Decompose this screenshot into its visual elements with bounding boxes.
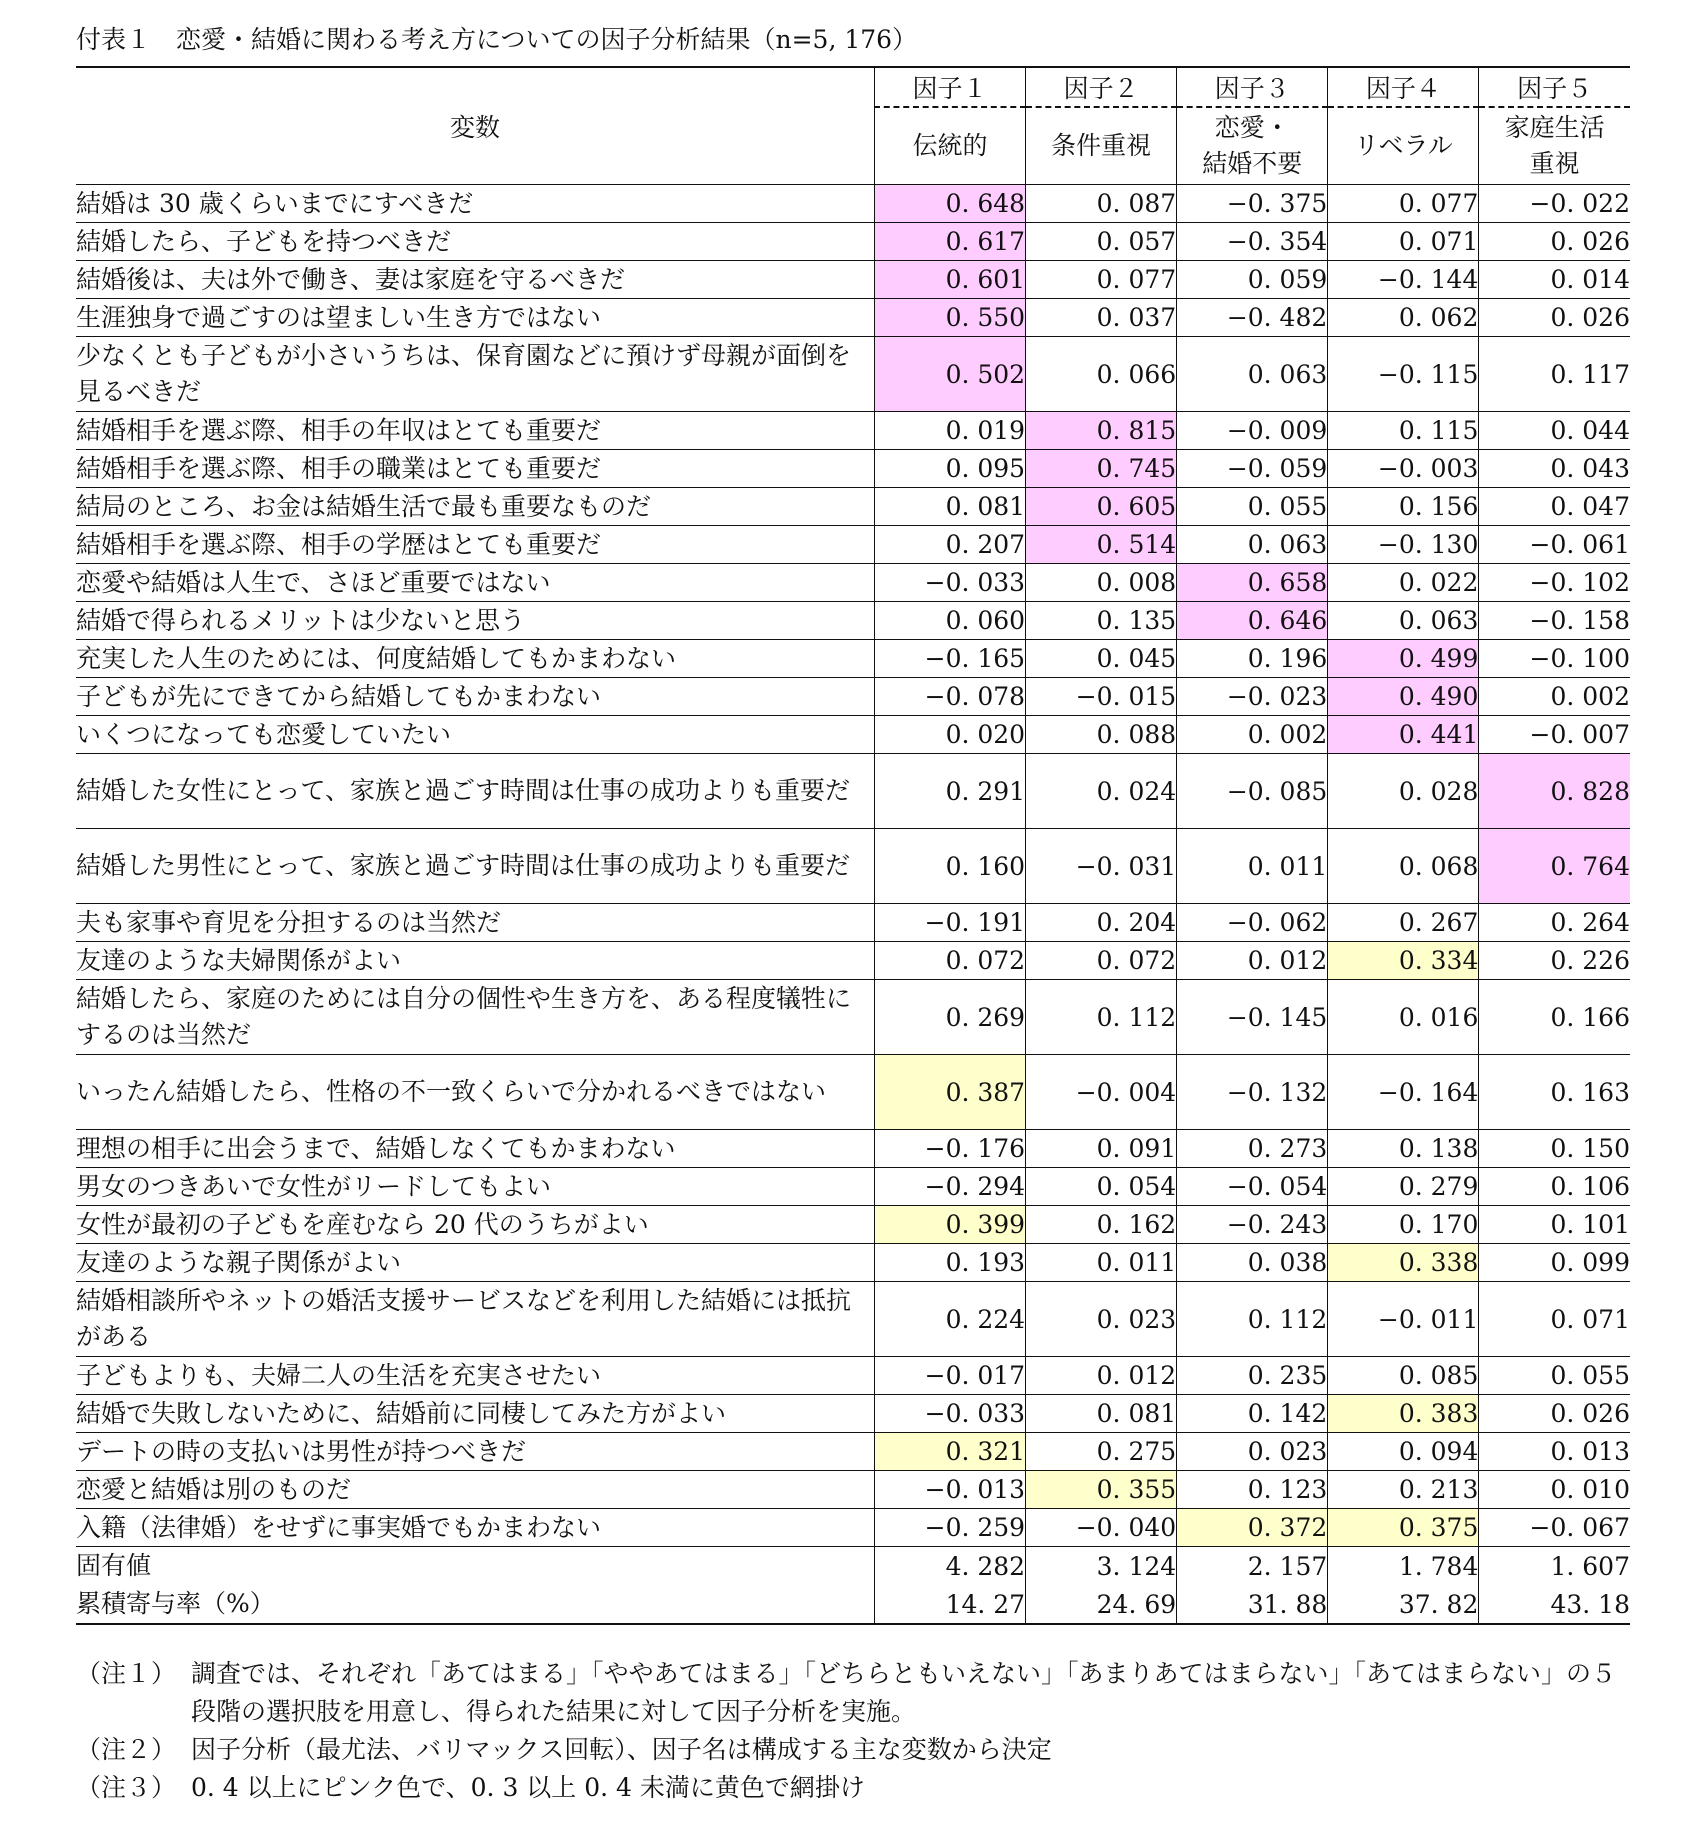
loading-cell-factor-1: 0. 269 [875, 980, 1026, 1055]
variable-label: 子どもが先にできてから結婚してもかまわない [76, 678, 875, 716]
loading-cell-factor-3: −0. 009 [1177, 412, 1328, 450]
loading-cell-factor-5: 0. 026 [1479, 1395, 1630, 1433]
loading-cell-factor-4: 0. 213 [1328, 1471, 1479, 1509]
variable-label: 結婚相談所やネットの婚活支援サービスなどを利用した結婚には抵抗がある [76, 1282, 875, 1357]
loading-cell-factor-5: 0. 163 [1479, 1055, 1630, 1130]
loading-cell-factor-5: 0. 010 [1479, 1471, 1630, 1509]
table-title: 付表１ 恋愛・結婚に関わる考え方についての因子分析結果（n=5, 176） [76, 25, 918, 54]
loading-cell-factor-2: 0. 054 [1026, 1168, 1177, 1206]
loading-cell-factor-3: −0. 132 [1177, 1055, 1328, 1130]
table-row [76, 526, 1630, 564]
loading-cell-factor-4: 0. 267 [1328, 904, 1479, 942]
variable-label: 結婚で失敗しないために、結婚前に同棲してみた方がよい [76, 1395, 875, 1433]
loading-cell-factor-2: 0. 077 [1026, 261, 1177, 299]
factor-5-name: 家庭生活 重視 [1479, 107, 1630, 185]
loading-cell-factor-4: 0. 375 [1328, 1509, 1479, 1547]
loading-cell-factor-2: 0. 162 [1026, 1206, 1177, 1244]
loading-cell-factor-5: 0. 117 [1479, 337, 1630, 412]
loading-cell-factor-3: 0. 011 [1177, 829, 1328, 904]
loading-cell-factor-3: 0. 063 [1177, 526, 1328, 564]
loading-cell-factor-2: 0. 024 [1026, 754, 1177, 829]
loading-cell-factor-3: −0. 145 [1177, 980, 1328, 1055]
loading-cell-factor-3: 0. 012 [1177, 942, 1328, 980]
table-row [76, 754, 1630, 829]
loading-cell-factor-3: −0. 243 [1177, 1206, 1328, 1244]
loading-cell-factor-5: 0. 101 [1479, 1206, 1630, 1244]
loading-cell-factor-4: 0. 441 [1328, 716, 1479, 754]
loading-cell-factor-3: −0. 023 [1177, 678, 1328, 716]
variable-label: 結婚した女性にとって、家族と過ごす時間は仕事の成功よりも重要だ [76, 754, 875, 829]
table-row [76, 450, 1630, 488]
note-text: 因子分析（最尤法、バリマックス回転）、因子名は構成する主な変数から決定 [191, 1735, 1052, 1764]
loading-cell-factor-3: 0. 112 [1177, 1282, 1328, 1357]
loading-cell-factor-5: 0. 043 [1479, 450, 1630, 488]
cumulative-contribution-row [76, 1585, 1630, 1624]
loading-cell-factor-2: −0. 031 [1026, 829, 1177, 904]
variable-label: 結婚相手を選ぶ際、相手の学歴はとても重要だ [76, 526, 875, 564]
loading-cell-factor-3: 0. 658 [1177, 564, 1328, 602]
loading-cell-factor-2: 0. 081 [1026, 1395, 1177, 1433]
table-row [76, 1282, 1630, 1357]
variable-label: 結婚したら、家庭のためには自分の個性や生き方を、ある程度犠牲にするのは当然だ [76, 980, 875, 1055]
loading-cell-factor-4: 0. 115 [1328, 412, 1479, 450]
loading-cell-factor-5: 0. 055 [1479, 1357, 1630, 1395]
loading-cell-factor-5: 0. 002 [1479, 678, 1630, 716]
variable-label: 恋愛や結婚は人生で、さほど重要ではない [76, 564, 875, 602]
loading-cell-factor-3: 0. 372 [1177, 1509, 1328, 1547]
loading-cell-factor-5: 0. 226 [1479, 942, 1630, 980]
variable-label: 結婚相手を選ぶ際、相手の年収はとても重要だ [76, 412, 875, 450]
table-row [76, 1055, 1630, 1130]
loading-cell-factor-1: 0. 081 [875, 488, 1026, 526]
loading-cell-factor-5: 0. 026 [1479, 223, 1630, 261]
loading-cell-factor-2: 0. 605 [1026, 488, 1177, 526]
table-row [76, 488, 1630, 526]
loading-cell-factor-1: −0. 033 [875, 1395, 1026, 1433]
loading-cell-factor-1: 0. 291 [875, 754, 1026, 829]
loading-cell-factor-5: 0. 106 [1479, 1168, 1630, 1206]
variable-column-header: 変数 [76, 67, 875, 185]
loading-cell-factor-2: 0. 072 [1026, 942, 1177, 980]
summary-label: 固有値 [76, 1551, 152, 1580]
loading-cell-factor-3: −0. 375 [1177, 185, 1328, 223]
table-row [76, 185, 1630, 223]
variable-label: デートの時の支払いは男性が持つべきだ [76, 1433, 875, 1471]
loading-cell-factor-1: 0. 019 [875, 412, 1026, 450]
loading-cell-factor-1: 0. 160 [875, 829, 1026, 904]
loading-cell-factor-1: −0. 165 [875, 640, 1026, 678]
note-label: （注３） [76, 1773, 177, 1802]
loading-cell-factor-4: −0. 115 [1328, 337, 1479, 412]
factor-2-header: 因子２ [1026, 67, 1177, 107]
note-2 [76, 1731, 1636, 1769]
loading-cell-factor-1: 0. 502 [875, 337, 1026, 412]
loading-cell-factor-5: −0. 100 [1479, 640, 1630, 678]
loading-cell-factor-1: −0. 259 [875, 1509, 1026, 1547]
loading-cell-factor-3: −0. 054 [1177, 1168, 1328, 1206]
factor-1-header: 因子１ [875, 67, 1026, 107]
loading-cell-factor-2: 0. 012 [1026, 1357, 1177, 1395]
summary-label: 累積寄与率（%） [76, 1585, 875, 1624]
table-row [76, 1168, 1630, 1206]
loading-cell-factor-2: 0. 112 [1026, 980, 1177, 1055]
table-row [76, 904, 1630, 942]
table-row [76, 980, 1630, 1055]
factor-1-name: 伝統的 [875, 107, 1026, 185]
note-text: 0. 4 以上にピンク色で、0. 3 以上 0. 4 未満に黄色で網掛け [191, 1773, 865, 1802]
loading-cell-factor-1: −0. 017 [875, 1357, 1026, 1395]
loading-cell-factor-1: 0. 095 [875, 450, 1026, 488]
table-row [76, 299, 1630, 337]
loading-cell-factor-3: 0. 059 [1177, 261, 1328, 299]
loading-cell-factor-4: 0. 094 [1328, 1433, 1479, 1471]
loading-cell-factor-1: 0. 072 [875, 942, 1026, 980]
loading-cell-factor-1: 0. 207 [875, 526, 1026, 564]
variable-label: 理想の相手に出会うまで、結婚しなくてもかまわない [76, 1130, 875, 1168]
summary-cell-factor-3: 2. 157 [1177, 1547, 1328, 1586]
loading-cell-factor-4: −0. 003 [1328, 450, 1479, 488]
table-row [76, 564, 1630, 602]
loading-cell-factor-2: 0. 135 [1026, 602, 1177, 640]
loading-cell-factor-4: 0. 383 [1328, 1395, 1479, 1433]
loading-cell-factor-5: 0. 047 [1479, 488, 1630, 526]
loading-cell-factor-5: 0. 026 [1479, 299, 1630, 337]
table-row [76, 1357, 1630, 1395]
summary-cell-factor-2: 3. 124 [1026, 1547, 1177, 1586]
loading-cell-factor-3: −0. 059 [1177, 450, 1328, 488]
summary-cell-factor-2: 24. 69 [1026, 1585, 1177, 1624]
loading-cell-factor-3: 0. 038 [1177, 1244, 1328, 1282]
table-row [76, 223, 1630, 261]
loading-cell-factor-2: 0. 011 [1026, 1244, 1177, 1282]
loading-cell-factor-1: −0. 013 [875, 1471, 1026, 1509]
variable-label: 生涯独身で過ごすのは望ましい生き方ではない [76, 299, 875, 337]
loading-cell-factor-4: 0. 016 [1328, 980, 1479, 1055]
loading-cell-factor-5: 0. 150 [1479, 1130, 1630, 1168]
loading-cell-factor-1: 0. 020 [875, 716, 1026, 754]
loading-cell-factor-4: 0. 077 [1328, 185, 1479, 223]
loading-cell-factor-2: −0. 015 [1026, 678, 1177, 716]
loading-cell-factor-2: 0. 091 [1026, 1130, 1177, 1168]
loading-cell-factor-4: 0. 062 [1328, 299, 1479, 337]
loading-cell-factor-1: 0. 193 [875, 1244, 1026, 1282]
summary-cell-factor-5: 1. 607 [1479, 1547, 1630, 1586]
loading-cell-factor-1: −0. 191 [875, 904, 1026, 942]
loading-cell-factor-2: −0. 040 [1026, 1509, 1177, 1547]
loading-cell-factor-2: 0. 275 [1026, 1433, 1177, 1471]
table-row [76, 1130, 1630, 1168]
loading-cell-factor-2: 0. 355 [1026, 1471, 1177, 1509]
variable-label: 夫も家事や育児を分担するのは当然だ [76, 904, 875, 942]
loading-cell-factor-4: 0. 063 [1328, 602, 1479, 640]
factor-3-name: 恋愛・ 結婚不要 [1177, 107, 1328, 185]
summary-body [76, 1547, 1630, 1625]
loading-cell-factor-5: 0. 014 [1479, 261, 1630, 299]
loading-cell-factor-4: 0. 334 [1328, 942, 1479, 980]
loading-cell-factor-5: 0. 044 [1479, 412, 1630, 450]
table-row [76, 1395, 1630, 1433]
loading-cell-factor-1: −0. 033 [875, 564, 1026, 602]
table-row [76, 1471, 1630, 1509]
variable-label: 女性が最初の子どもを産むなら 20 代のうちがよい [76, 1206, 875, 1244]
loading-cell-factor-3: −0. 062 [1177, 904, 1328, 942]
loading-cell-factor-4: 0. 138 [1328, 1130, 1479, 1168]
loading-cell-factor-3: −0. 354 [1177, 223, 1328, 261]
loading-cell-factor-5: 0. 828 [1479, 754, 1630, 829]
loading-cell-factor-3: 0. 123 [1177, 1471, 1328, 1509]
variable-label: いったん結婚したら、性格の不一致くらいで分かれるべきではない [76, 1055, 875, 1130]
loading-cell-factor-4: 0. 085 [1328, 1357, 1479, 1395]
loading-cell-factor-3: −0. 482 [1177, 299, 1328, 337]
factor-2-name: 条件重視 [1026, 107, 1177, 185]
loading-cell-factor-1: 0. 550 [875, 299, 1026, 337]
summary-cell-factor-5: 43. 18 [1479, 1585, 1630, 1624]
loading-cell-factor-2: 0. 745 [1026, 450, 1177, 488]
loading-cell-factor-1: 0. 321 [875, 1433, 1026, 1471]
variable-label: 友達のような夫婦関係がよい [76, 942, 875, 980]
loading-cell-factor-2: 0. 057 [1026, 223, 1177, 261]
table-row [76, 602, 1630, 640]
loading-cell-factor-4: −0. 144 [1328, 261, 1479, 299]
loading-cell-factor-2: 0. 037 [1026, 299, 1177, 337]
loading-cell-factor-5: 0. 166 [1479, 980, 1630, 1055]
table-row [76, 1244, 1630, 1282]
variable-label: 結局のところ、お金は結婚生活で最も重要なものだ [76, 488, 875, 526]
note-label: （注１） [76, 1659, 177, 1688]
loading-cell-factor-5: −0. 158 [1479, 602, 1630, 640]
variable-label: 結婚は 30 歳くらいまでにすべきだ [76, 185, 875, 223]
factor-4-name: リベラル [1328, 107, 1479, 185]
loading-cell-factor-4: −0. 130 [1328, 526, 1479, 564]
loading-cell-factor-2: 0. 514 [1026, 526, 1177, 564]
table-row [76, 1206, 1630, 1244]
variable-label: 入籍（法律婚）をせずに事実婚でもかまわない [76, 1509, 875, 1547]
loading-cell-factor-4: 0. 490 [1328, 678, 1479, 716]
variable-label: 少なくとも子どもが小さいうちは、保育園などに預けず母親が面倒を見るべきだ [76, 337, 875, 412]
loading-cell-factor-2: 0. 087 [1026, 185, 1177, 223]
note-3 [76, 1769, 1636, 1807]
eigenvalue-row [76, 1547, 1630, 1586]
loading-cell-factor-5: 0. 764 [1479, 829, 1630, 904]
variable-label: 友達のような親子関係がよい [76, 1244, 875, 1282]
loadings-body [76, 185, 1630, 1547]
notes [76, 1655, 1636, 1807]
loading-cell-factor-1: 0. 617 [875, 223, 1026, 261]
table-row [76, 1509, 1630, 1547]
summary-cell-factor-4: 37. 82 [1328, 1585, 1479, 1624]
loading-cell-factor-5: 0. 013 [1479, 1433, 1630, 1471]
loading-cell-factor-3: 0. 235 [1177, 1357, 1328, 1395]
loading-cell-factor-3: 0. 063 [1177, 337, 1328, 412]
variable-label: 恋愛と結婚は別のものだ [76, 1471, 875, 1509]
variable-label: 男女のつきあいで女性がリードしてもよい [76, 1168, 875, 1206]
loading-cell-factor-1: 0. 060 [875, 602, 1026, 640]
note-1 [76, 1655, 1636, 1731]
factor-3-header: 因子３ [1177, 67, 1328, 107]
loading-cell-factor-5: −0. 022 [1479, 185, 1630, 223]
loading-cell-factor-4: 0. 170 [1328, 1206, 1479, 1244]
loading-cell-factor-5: −0. 061 [1479, 526, 1630, 564]
summary-cell-factor-3: 31. 88 [1177, 1585, 1328, 1624]
loading-cell-factor-1: −0. 176 [875, 1130, 1026, 1168]
variable-label: 結婚した男性にとって、家族と過ごす時間は仕事の成功よりも重要だ [76, 829, 875, 904]
loading-cell-factor-4: 0. 071 [1328, 223, 1479, 261]
loading-cell-factor-2: 0. 008 [1026, 564, 1177, 602]
loading-cell-factor-1: 0. 224 [875, 1282, 1026, 1357]
loading-cell-factor-2: 0. 088 [1026, 716, 1177, 754]
loading-cell-factor-1: 0. 601 [875, 261, 1026, 299]
variable-label: 結婚相手を選ぶ際、相手の職業はとても重要だ [76, 450, 875, 488]
factor-analysis-table [76, 66, 1630, 1625]
loading-cell-factor-1: 0. 399 [875, 1206, 1026, 1244]
loading-cell-factor-5: 0. 099 [1479, 1244, 1630, 1282]
loading-cell-factor-2: −0. 004 [1026, 1055, 1177, 1130]
table-row [76, 1433, 1630, 1471]
loading-cell-factor-4: 0. 338 [1328, 1244, 1479, 1282]
variable-label: 結婚後は、夫は外で働き、妻は家庭を守るべきだ [76, 261, 875, 299]
loading-cell-factor-1: −0. 294 [875, 1168, 1026, 1206]
note-text: 調査では、それぞれ「あてはまる」「ややあてはまる」「どちらともいえない」「あまりあてはまらない」「あてはまらない」の５段階の選択肢を用意し、得られた結果に対して因子分析を実施。 [191, 1659, 1617, 1726]
table-row [76, 942, 1630, 980]
loading-cell-factor-1: 0. 648 [875, 185, 1026, 223]
table-row [76, 678, 1630, 716]
note-label: （注２） [76, 1735, 177, 1764]
loading-cell-factor-3: 0. 196 [1177, 640, 1328, 678]
loading-cell-factor-3: 0. 273 [1177, 1130, 1328, 1168]
loading-cell-factor-3: 0. 023 [1177, 1433, 1328, 1471]
loading-cell-factor-2: 0. 204 [1026, 904, 1177, 942]
table-row [76, 337, 1630, 412]
loading-cell-factor-1: −0. 078 [875, 678, 1026, 716]
summary-cell-factor-1: 4. 282 [875, 1547, 1026, 1586]
loading-cell-factor-2: 0. 045 [1026, 640, 1177, 678]
table-row [76, 829, 1630, 904]
variable-label: 結婚で得られるメリットは少ないと思う [76, 602, 875, 640]
variable-label: 結婚したら、子どもを持つべきだ [76, 223, 875, 261]
summary-cell-factor-1: 14. 27 [875, 1585, 1026, 1624]
loading-cell-factor-5: −0. 102 [1479, 564, 1630, 602]
loading-cell-factor-4: 0. 028 [1328, 754, 1479, 829]
variable-label: 充実した人生のためには、何度結婚してもかまわない [76, 640, 875, 678]
loading-cell-factor-5: −0. 067 [1479, 1509, 1630, 1547]
loading-cell-factor-2: 0. 815 [1026, 412, 1177, 450]
summary-cell-factor-4: 1. 784 [1328, 1547, 1479, 1586]
variable-label: 子どもよりも、夫婦二人の生活を充実させたい [76, 1357, 875, 1395]
loading-cell-factor-3: 0. 646 [1177, 602, 1328, 640]
loading-cell-factor-4: 0. 156 [1328, 488, 1479, 526]
loading-cell-factor-3: 0. 055 [1177, 488, 1328, 526]
loading-cell-factor-3: 0. 142 [1177, 1395, 1328, 1433]
loading-cell-factor-5: 0. 264 [1479, 904, 1630, 942]
loading-cell-factor-1: 0. 387 [875, 1055, 1026, 1130]
table-row [76, 412, 1630, 450]
loading-cell-factor-5: −0. 007 [1479, 716, 1630, 754]
factor-4-header: 因子４ [1328, 67, 1479, 107]
loading-cell-factor-3: 0. 002 [1177, 716, 1328, 754]
loading-cell-factor-4: −0. 011 [1328, 1282, 1479, 1357]
loading-cell-factor-4: 0. 499 [1328, 640, 1479, 678]
loading-cell-factor-2: 0. 066 [1026, 337, 1177, 412]
factor-5-header: 因子５ [1479, 67, 1630, 107]
loading-cell-factor-4: 0. 279 [1328, 1168, 1479, 1206]
variable-label: いくつになっても恋愛していたい [76, 716, 875, 754]
loading-cell-factor-5: 0. 071 [1479, 1282, 1630, 1357]
table-row [76, 640, 1630, 678]
loading-cell-factor-4: −0. 164 [1328, 1055, 1479, 1130]
loading-cell-factor-4: 0. 022 [1328, 564, 1479, 602]
table-row [76, 716, 1630, 754]
loading-cell-factor-4: 0. 068 [1328, 829, 1479, 904]
loading-cell-factor-2: 0. 023 [1026, 1282, 1177, 1357]
table-row [76, 261, 1630, 299]
loading-cell-factor-3: −0. 085 [1177, 754, 1328, 829]
